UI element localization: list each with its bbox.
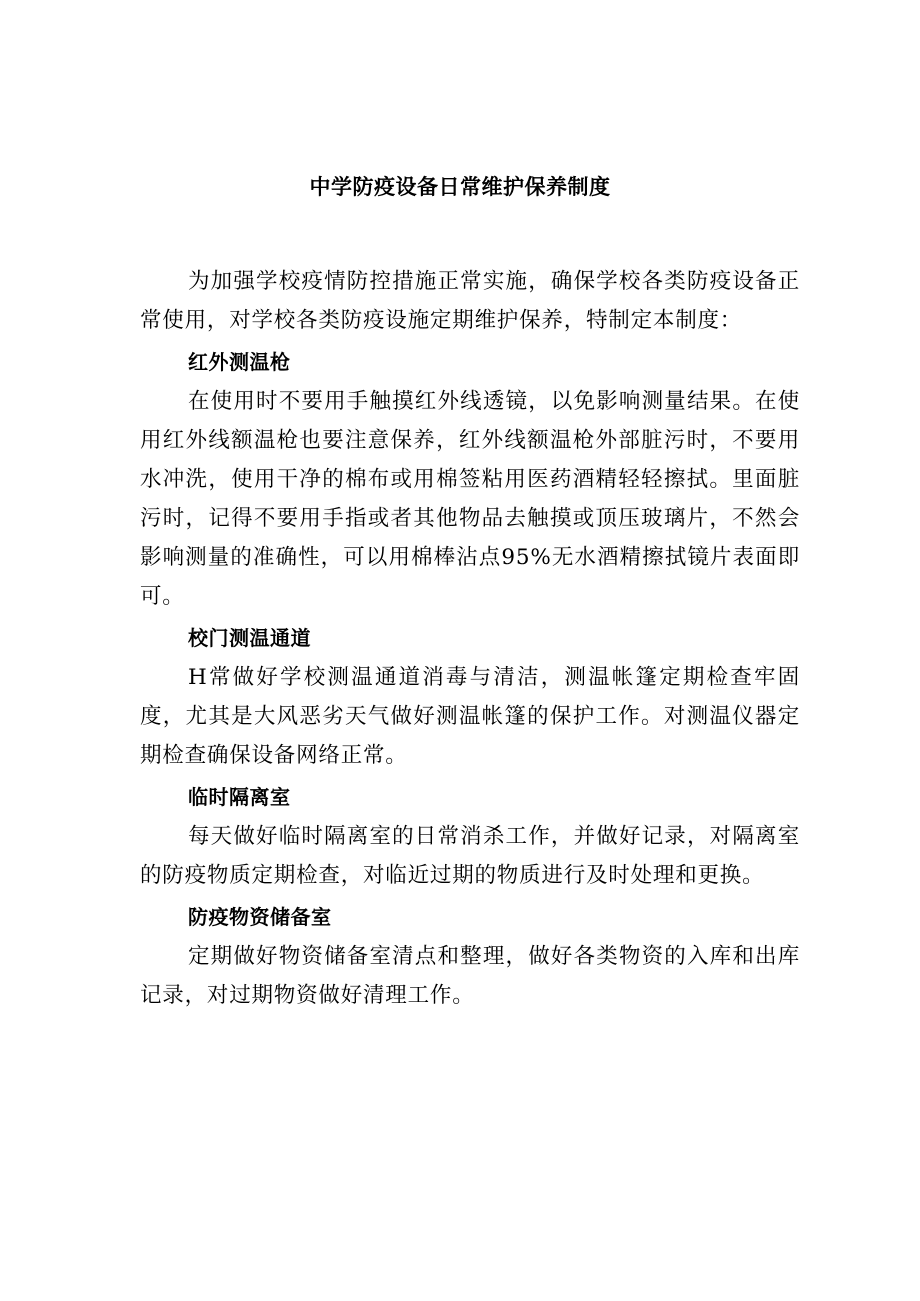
section-text-isolation-room: 每天做好临时隔离室的日常消杀工作，并做好记录，对隔离室的防疫物质定期检查，对临近过期的物质进行及时处理和更换。 <box>140 824 800 888</box>
section-heading-isolation-room: 临时隔离室 <box>188 785 291 809</box>
document-body <box>140 262 800 1015</box>
intro-paragraph: 为加强学校疫情防控措施正常实施，确保学校各类防疫设备正常使用，对学校各类防疫设施定期维护保养，特制定本制度： <box>140 269 800 333</box>
section-text-supply-storage: 定期做好物资储备室清点和整理，做好各类物资的入库和出库记录，对过期物资做好清理工作。 <box>140 944 800 1008</box>
section-heading-supply-storage: 防疫物资储备室 <box>188 905 332 929</box>
section-text-infrared-thermometer: 在使用时不要用手触摸红外线透镜，以免影响测量结果。在使用红外线额温枪也要注意保养，红外线额温枪外部脏污时，不要用水冲洗，使用干净的棉布或用棉签粘用医药酒精轻轻擦拭。里面脏污时，记得不要用手指或者其他物品去触摸或顶压玻璃片，不然会影响测量的准确性，可以用棉棒沾点95%无水酒精擦拭镜片表面即可。 <box>140 389 800 609</box>
section-text-gate-channel: H常做好学校测温通道消毒与清洁，测温帐篷定期检查牢固度，尤其是大风恶劣天气做好测温帐篷的保护工作。对测温仪器定期检查确保设备网络正常。 <box>140 665 800 768</box>
section-heading-gate-channel: 校门测温通道 <box>188 626 311 650</box>
document-title: 中学防疫设备日常维护保养制度 <box>309 175 611 199</box>
section-heading-infrared-thermometer: 红外测温枪 <box>188 350 291 374</box>
